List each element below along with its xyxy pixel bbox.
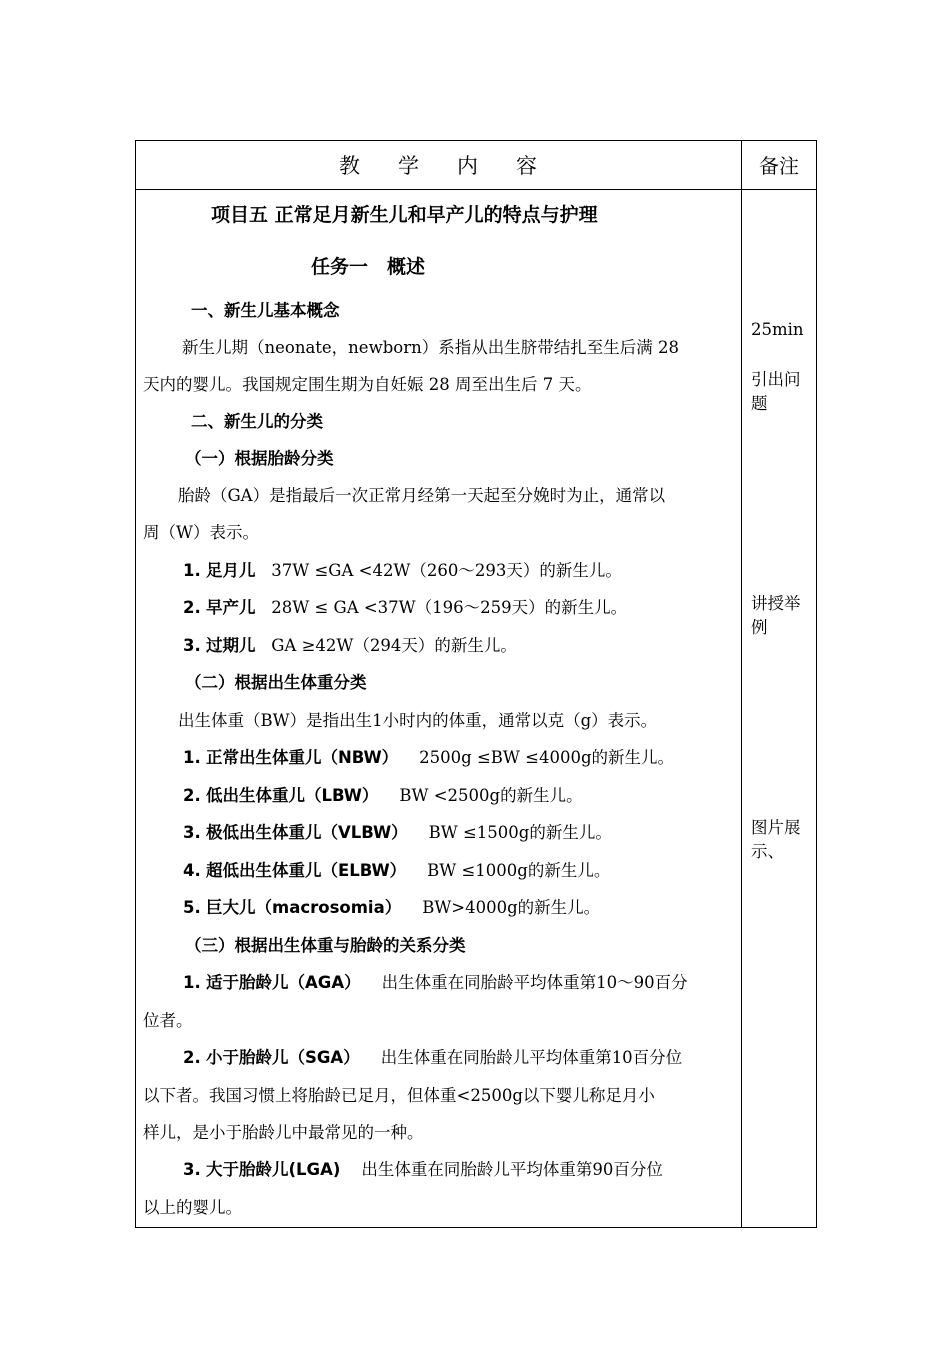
- list-item: 3. 大于胎龄儿(LGA) 出生体重在同胎龄儿平均体重第90百分位: [183, 1160, 663, 1179]
- content-column-header: 教学内容: [339, 153, 575, 178]
- note-duration: 25min: [751, 320, 804, 339]
- page-title: 项目五 正常足月新生儿和早产儿的特点与护理: [211, 204, 598, 226]
- list-item: 1. 正常出生体重儿（NBW） 2500g ≤BW ≤4000g的新生儿。: [183, 748, 675, 767]
- paragraph-line: 出生体重（BW）是指出生1小时内的体重，通常以克（g）表示。: [178, 711, 658, 730]
- list-item-continuation: 样儿，是小于胎龄儿中最常见的一种。: [143, 1123, 424, 1142]
- paragraph-line: 胎龄（GA）是指最后一次正常月经第一天起至分娩时为止，通常以: [178, 486, 666, 505]
- section-heading: 二、新生儿的分类: [191, 412, 323, 431]
- note-method: 讲授举例: [751, 594, 801, 637]
- list-item-continuation: 以上的婴儿。: [143, 1198, 242, 1217]
- section-heading: 一、新生儿基本概念: [191, 301, 340, 320]
- list-item: 4. 超低出生体重儿（ELBW） BW ≤1000g的新生儿。: [183, 861, 611, 880]
- paragraph-line: 新生儿期（neonate，newborn）系指从出生脐带结扎至生后满 28: [182, 338, 679, 357]
- task-subtitle: 任务一 概述: [311, 256, 426, 278]
- list-item: 2. 低出生体重儿（LBW） BW <2500g的新生儿。: [183, 786, 583, 805]
- list-item: 1. 足月儿 37W ≤GA <42W（260～293天）的新生儿。: [183, 561, 622, 580]
- note-method: 引出问题: [751, 370, 801, 413]
- subsection-heading: （三）根据出生体重与胎龄的关系分类: [185, 936, 466, 955]
- list-item: 2. 小于胎龄儿（SGA） 出生体重在同胎龄儿平均体重第10百分位: [183, 1048, 683, 1067]
- list-item: 1. 适于胎龄儿（AGA） 出生体重在同胎龄平均体重第10～90百分: [183, 973, 688, 992]
- subsection-heading: （一）根据胎龄分类: [185, 449, 334, 468]
- subsection-heading: （二）根据出生体重分类: [185, 673, 367, 692]
- list-item: 2. 早产儿 28W ≤ GA <37W（196～259天）的新生儿。: [183, 598, 628, 617]
- list-item-continuation: 以下者。我国习惯上将胎龄已足月，但体重<2500g以下婴儿称足月小: [143, 1086, 655, 1105]
- paragraph-line: 周（W）表示。: [143, 523, 259, 542]
- list-item-continuation: 位者。: [143, 1011, 193, 1030]
- paragraph-line: 天内的婴儿。我国规定围生期为自妊娠 28 周至出生后 7 天。: [143, 375, 592, 394]
- column-divider: [741, 140, 742, 1228]
- list-item: 3. 极低出生体重儿（VLBW） BW ≤1500g的新生儿。: [183, 823, 612, 842]
- note-method: 图片展示、: [751, 818, 801, 861]
- list-item: 5. 巨大儿（macrosomia） BW>4000g的新生儿。: [183, 898, 601, 917]
- list-item: 3. 过期儿 GA ≥42W（294天）的新生儿。: [183, 636, 517, 655]
- header-divider: [135, 189, 817, 190]
- notes-column-header: 备注: [759, 154, 799, 178]
